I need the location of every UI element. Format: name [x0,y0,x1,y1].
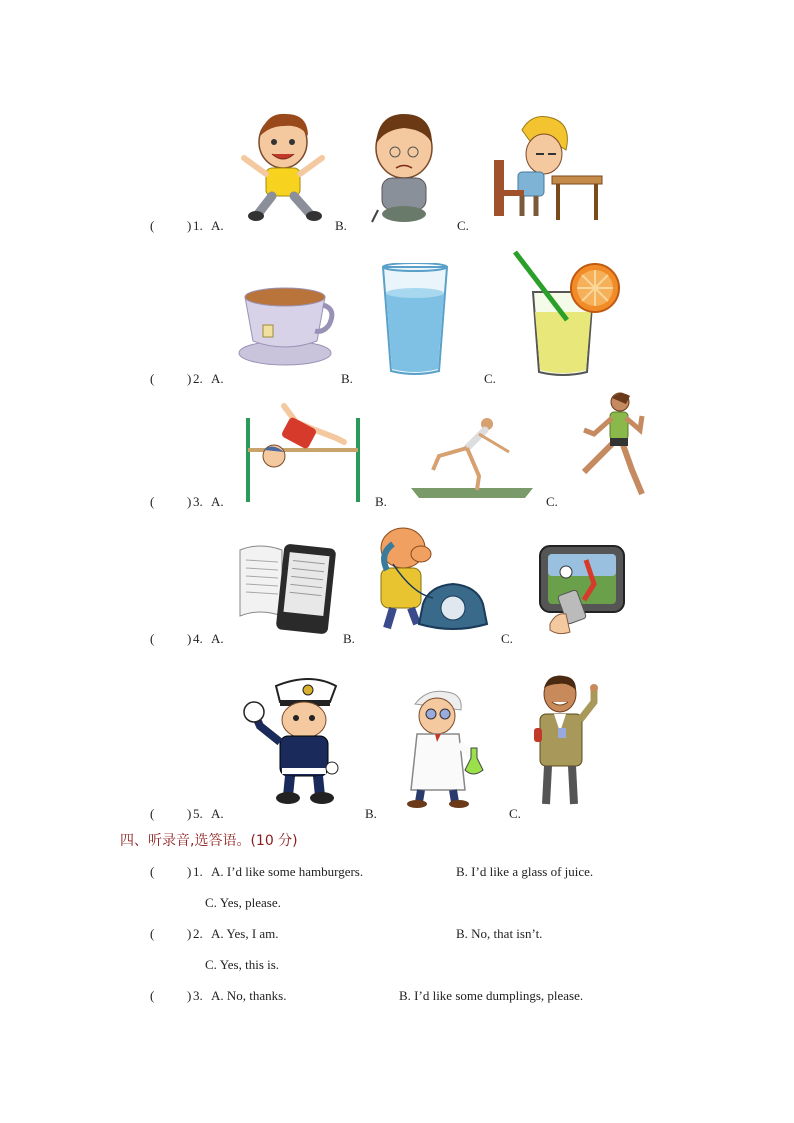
option-c-label: C. [546,494,558,509]
scientist-icon [397,686,489,810]
tv-reporter-icon [528,672,608,810]
option-a-label: A. [211,371,224,386]
answer-bracket-open: ( [150,864,155,879]
tired-girl-at-desk-icon [492,110,604,222]
option-a-label: A. [211,631,224,646]
option-a-label: A. [211,806,224,821]
man-on-telephone-icon [373,524,491,638]
option-b-text: B. I’d like some dumplings, please. [399,988,584,1003]
option-a-text: A. No, thanks. [211,988,287,1003]
long-jump-icon [409,416,535,498]
answer-bracket-open: ( [150,988,155,1003]
answer-bracket-close: ) [187,864,192,879]
answer-bracket-close: ) [187,494,192,509]
answer-bracket-close: ) [187,371,192,386]
answer-bracket-close: ) [187,806,192,821]
question-number: 2. [193,926,203,941]
option-c-text: C. Yes, please. [205,895,281,910]
question-number: 5. [193,806,203,821]
answer-bracket-close: ) [187,988,192,1003]
option-b-label: B. [343,631,355,646]
option-c-label: C. [501,631,513,646]
option-b-label: B. [365,806,377,821]
e-reader-book-icon [238,540,336,636]
question-number: 3. [193,988,203,1003]
question-number: 2. [193,371,203,386]
question-number: 1. [193,218,203,233]
answer-bracket-open: ( [150,218,155,233]
answer-bracket-close: ) [187,926,192,941]
answer-bracket-open: ( [150,371,155,386]
option-a-text: A. I’d like some hamburgers. [211,864,364,879]
option-a-text: A. Yes, I am. [211,926,279,941]
answer-bracket-open: ( [150,631,155,646]
tv-football-remote-icon [536,540,630,638]
answer-bracket-open: ( [150,806,155,821]
glass-of-water-icon [381,263,449,377]
high-jump-icon [240,398,366,504]
happy-boy-icon [236,106,330,224]
option-c-label: C. [484,371,496,386]
option-b-label: B. [341,371,353,386]
question-number: 1. [193,864,203,879]
answer-bracket-close: ) [187,631,192,646]
option-a-label: A. [211,218,224,233]
question-number: 4. [193,631,203,646]
cup-of-tea-icon [235,283,335,367]
answer-bracket-close: ) [187,218,192,233]
option-b-text: B. No, that isn’t. [456,926,543,941]
sad-boy-icon [368,110,440,224]
option-c-label: C. [509,806,521,821]
option-b-label: B. [375,494,387,509]
option-b-label: B. [335,218,347,233]
option-c-label: C. [457,218,469,233]
question-number: 3. [193,494,203,509]
section-title: 四、听录音,选答语。(10 分) [120,833,298,849]
option-c-text: C. Yes, this is. [205,957,280,972]
option-b-text: B. I’d like a glass of juice. [456,864,594,879]
running-woman-icon [576,390,648,502]
option-a-label: A. [211,494,224,509]
answer-bracket-open: ( [150,494,155,509]
glass-of-orange-juice-icon [511,248,621,378]
answer-bracket-open: ( [150,926,155,941]
policeman-icon [242,672,344,806]
